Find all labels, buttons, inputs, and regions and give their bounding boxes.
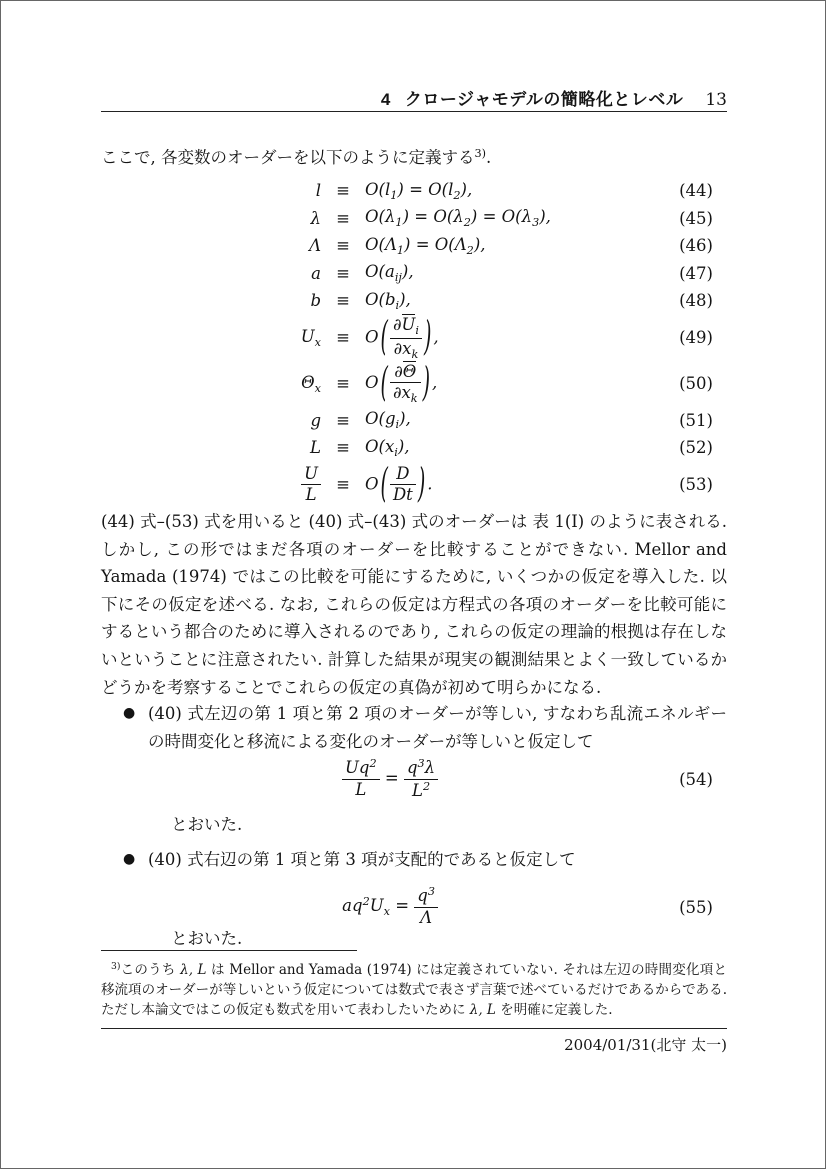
math-lambda-L: λ, L: [180, 962, 207, 979]
eq52-rhs: $O(x_i)$,: [365, 436, 410, 459]
left-paren: (: [380, 313, 388, 360]
right-paren: ): [422, 359, 431, 406]
fraction: $\frac{Uq^2}{L}$: [342, 758, 380, 799]
eq53-rhs: O ( $\frac{D}{Dt}$ ) .: [365, 460, 433, 507]
overline: U: [401, 314, 416, 334]
left-paren: (: [380, 460, 388, 507]
eq51-lhs: g: [310, 410, 321, 430]
equation-number: (53): [679, 475, 713, 494]
eq48-rhs: $O(b_i)$,: [365, 289, 411, 312]
equiv-sign: ≡: [336, 438, 350, 458]
equation-number: (47): [679, 263, 713, 283]
eq44-rhs: $O(l_1) = O(l_2)$,: [365, 179, 473, 202]
equiv-sign: ≡: [336, 291, 350, 311]
eq49-rhs: O ( $\frac{\partial U_i}{\partial x_k}$ ) ,: [365, 313, 439, 361]
equation-number: (55): [679, 897, 713, 917]
equation-47: [101, 260, 727, 288]
bullet-icon: ●: [123, 851, 136, 867]
equation-number: (52): [679, 438, 713, 458]
equiv-sign: ≡: [336, 475, 350, 494]
footnote-ref-mark: 3): [474, 147, 487, 160]
equation-53: [101, 462, 727, 508]
equals-sign: =: [384, 768, 399, 788]
section-heading: [381, 85, 683, 110]
fraction: $\frac{q^3}{\Lambda}$: [414, 886, 438, 927]
assumption-1-closing: とおいた.: [171, 815, 243, 834]
equiv-sign: ≡: [336, 410, 350, 430]
eq45-rhs: $O(\lambda_1) = O(\lambda_2) = O(\lambda_3)$,: [365, 207, 551, 230]
assumption-item-1: [101, 700, 727, 755]
equiv-sign: ≡: [336, 328, 350, 347]
math-lambda-L: λ, L: [469, 1002, 496, 1019]
eq52-lhs: L: [310, 438, 321, 458]
fraction: $\frac{D}{Dt}$: [390, 465, 416, 505]
equiv-sign: ≡: [336, 181, 350, 201]
eq54-body: [101, 758, 679, 800]
eq50-lhs: $\Theta_x$: [301, 372, 321, 395]
equation-51: [101, 407, 727, 435]
section-number: 4: [380, 90, 391, 109]
eq45-lhs: λ: [310, 208, 321, 228]
page-number: 13: [705, 90, 727, 110]
eq48-lhs: b: [310, 291, 321, 311]
equation-number: (45): [679, 208, 713, 228]
body-paragraph: (44) 式–(53) 式を用いると (40) 式–(43) 式のオーダーは 表 1(I) のように表される. しかし, この形ではまだ各項のオーダーを比較することができない. Mellor and Yamada (1974) ではこの比較を可能にするために, いくつかの仮定を導入した. 以下にその仮定を述べる. なお, これらの仮定は方程式の各項のオーダーを比較可能にするという都合のために導入されるのであり, これらの仮定の理論的根拠は存在しないということに注意されたい. 計算した結果が現実の観測結果とよく一致しているかどうかを考察することでこれらの仮定の真偽が初めて明らかになる.: [101, 512, 727, 697]
eq46-lhs: Λ: [309, 236, 321, 256]
equation-49: [101, 315, 727, 361]
footer-date-author: 2004/01/31(北守 太一): [564, 1036, 727, 1054]
left-paren: (: [380, 359, 388, 406]
eq44-lhs: l: [315, 181, 321, 201]
footer-rule: [101, 1028, 727, 1029]
right-paren: ): [417, 460, 426, 507]
equiv-sign: ≡: [336, 374, 350, 393]
equation-array: [101, 177, 727, 508]
fraction: $\frac{\partial U_i}{\partial x_k}$: [390, 314, 422, 362]
eq50-rhs: O ( $\frac{\partial\Theta}{\partial x_k}$ ) ,: [365, 359, 438, 406]
equation-number: (48): [679, 291, 713, 311]
fraction: $\frac{U}{L}$: [301, 465, 321, 505]
fraction: $\frac{\partial\Theta}{\partial x_k}$: [390, 361, 421, 406]
assumption-2-closing: とおいた.: [171, 929, 243, 948]
equation-46: [101, 232, 727, 260]
fraction: $\frac{q^3\lambda}{L^2}$: [404, 758, 438, 800]
equation-number: (54): [679, 769, 713, 789]
assumption-2-text: (40) 式右辺の第 1 項と第 3 項が支配的であると仮定して: [148, 850, 576, 869]
assumption-item-2: [101, 846, 727, 874]
eq47-rhs: $O(a_{ij})$,: [365, 262, 414, 285]
equation-48: [101, 287, 727, 315]
eq46-rhs: $O(\Lambda_1) = O(\Lambda_2)$,: [365, 234, 486, 257]
equation-50: [101, 361, 727, 407]
equation-number: (49): [679, 328, 713, 347]
eq51-rhs: $O(g_i)$,: [365, 409, 411, 432]
equals-sign: =: [395, 896, 410, 916]
eq53-lhs: [101, 465, 321, 505]
intro-text: ここで, 各変数のオーダーを以下のように定義する: [101, 148, 475, 168]
footnote-rule: [101, 950, 357, 951]
footnote-mark: 3): [111, 961, 121, 972]
equation-54: [101, 753, 727, 805]
footnote-text: $^{3)}$このうち λ, L は Mellor and Yamada (1974) には定義されていない. それは左辺の時間変化項と移流項のオーダーが等しいという仮定については数式で表さず言葉で述べているだけであるからである. ただし本論文ではこの仮定も数式を用いて表わしたいために λ, L を明確に定義した.: [101, 961, 727, 1019]
equation-number: (44): [679, 181, 713, 201]
intro-sentence: [101, 142, 727, 170]
equation-number: (46): [679, 236, 713, 256]
equiv-sign: ≡: [336, 208, 350, 228]
right-paren: ): [424, 313, 432, 360]
eq47-lhs: a: [311, 263, 321, 283]
header-rule: [101, 111, 727, 112]
equiv-sign: ≡: [336, 236, 350, 256]
eq55-body: $aq^2U_x$ = $\frac{q^3}{\Lambda}$: [101, 886, 679, 927]
equation-52: [101, 434, 727, 462]
page-header: [101, 85, 727, 110]
section-title: クロージャモデルの簡略化とレベル: [404, 90, 684, 109]
intro-period: .: [486, 148, 492, 168]
equation-number: (51): [679, 410, 713, 430]
equation-45: [101, 205, 727, 233]
equation-number: (50): [679, 374, 713, 393]
assumption-1-text: (40) 式左辺の第 1 項と第 2 項のオーダーが等しい, すなわち乱流エネルギーの時間変化と移流による変化のオーダーが等しいと仮定して: [148, 704, 727, 751]
equation-44: [101, 177, 727, 205]
eq49-lhs: $U_x$: [300, 326, 321, 349]
overline: Θ: [402, 362, 417, 382]
equiv-sign: ≡: [336, 263, 350, 283]
bullet-icon: ●: [123, 705, 136, 721]
